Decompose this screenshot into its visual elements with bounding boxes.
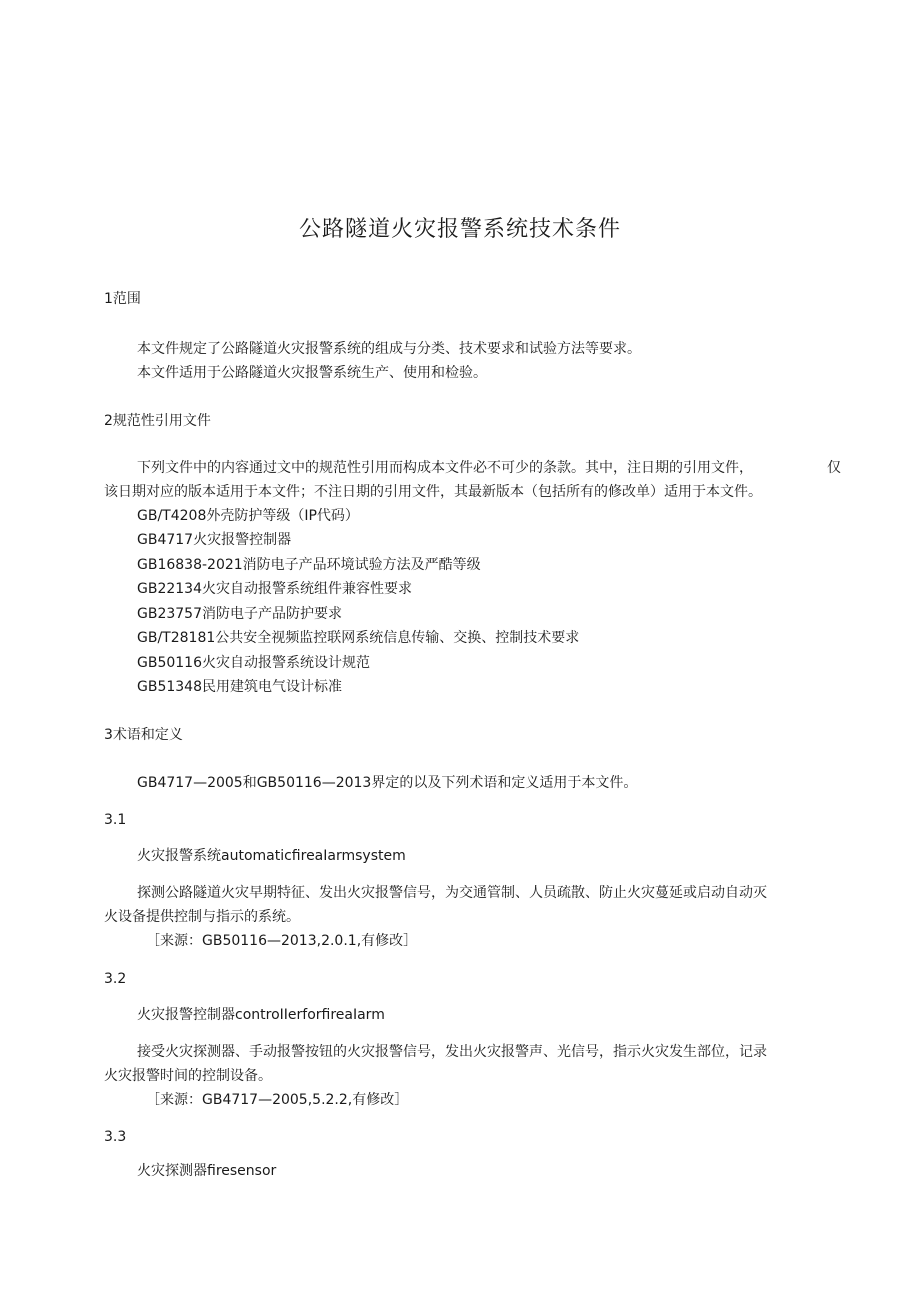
term-title: 火灾报警系统automaticfireaIarmsystem — [137, 848, 406, 864]
section-1-heading: 1范围 — [104, 291, 141, 307]
term-source: ［来源：GB50116—2013,2.0.1,有修改］ — [146, 933, 418, 949]
term-number: 3.3 — [104, 1129, 127, 1145]
term-definition: 探测公路隧道火灾早期特征、发出火灾报警信号，为交通管制、人员疏散、防止火灾蔓延或启动自动灭 — [137, 885, 767, 901]
section-2-heading: 2规范性引用文件 — [104, 413, 211, 429]
section-2-intro-line — [137, 459, 841, 477]
term-number: 3.1 — [104, 812, 127, 828]
section-2-intro-text: 仅 — [827, 460, 841, 476]
term-number: 3.2 — [104, 971, 127, 987]
term-definition: 火设备提供控制与指示的系统。 — [104, 909, 300, 925]
section-2-intro-line: 该日期对应的版本适用于本文件；不注日期的引用文件，其最新版本（包括所有的修改单）适用于本文件。 — [104, 484, 762, 500]
term-definition: 火灾报警时间的控制设备。 — [104, 1068, 272, 1084]
section-2-intro-text: 下列文件中的内容通过文中的规范性引用而构成本文件必不可少的条款。其中，注日期的引用文件， — [137, 460, 753, 476]
reference-item: GB16838-2021消防电子产品环境试验方法及严酷等级 — [137, 557, 481, 573]
section-3-intro: GB4717—2005和GB50116—2013界定的以及下列术语和定义适用于本文件。 — [137, 775, 638, 791]
section-1-paragraph: 本文件适用于公路隧道火灾报警系统生产、使用和检验。 — [137, 365, 487, 381]
reference-item: GB/T28181公共安全视频监控联网系统信息传输、交换、控制技术要求 — [137, 630, 580, 646]
term-title: 火灾报警控制器controIIerforfireaIarm — [137, 1007, 385, 1023]
term-title: 火灾探测器firesensor — [137, 1163, 277, 1179]
document-title: 公路隧道火灾报警系统技术条件 — [298, 217, 621, 242]
reference-item: GB50116火灾自动报警系统设计规范 — [137, 655, 370, 671]
reference-item: GB51348民用建筑电气设计标准 — [137, 679, 342, 695]
reference-item: GB4717火灾报警控制器 — [137, 532, 292, 548]
term-source: ［来源：GB4717—2005,5.2.2,有修改］ — [146, 1092, 409, 1108]
section-3-heading: 3术语和定义 — [104, 727, 183, 743]
reference-item: GB23757消防电子产品防护要求 — [137, 606, 342, 622]
term-definition: 接受火灾探测器、手动报警按钮的火灾报警信号，发出火灾报警声、光信号，指示火灾发生部位，记录 — [137, 1044, 767, 1060]
reference-item: GB22134火灾自动报警系统组件兼容性要求 — [137, 581, 412, 597]
reference-item: GB/T4208外壳防护等级（IP代码） — [137, 508, 359, 524]
section-1-paragraph: 本文件规定了公路隧道火灾报警系统的组成与分类、技术要求和试验方法等要求。 — [137, 341, 641, 357]
